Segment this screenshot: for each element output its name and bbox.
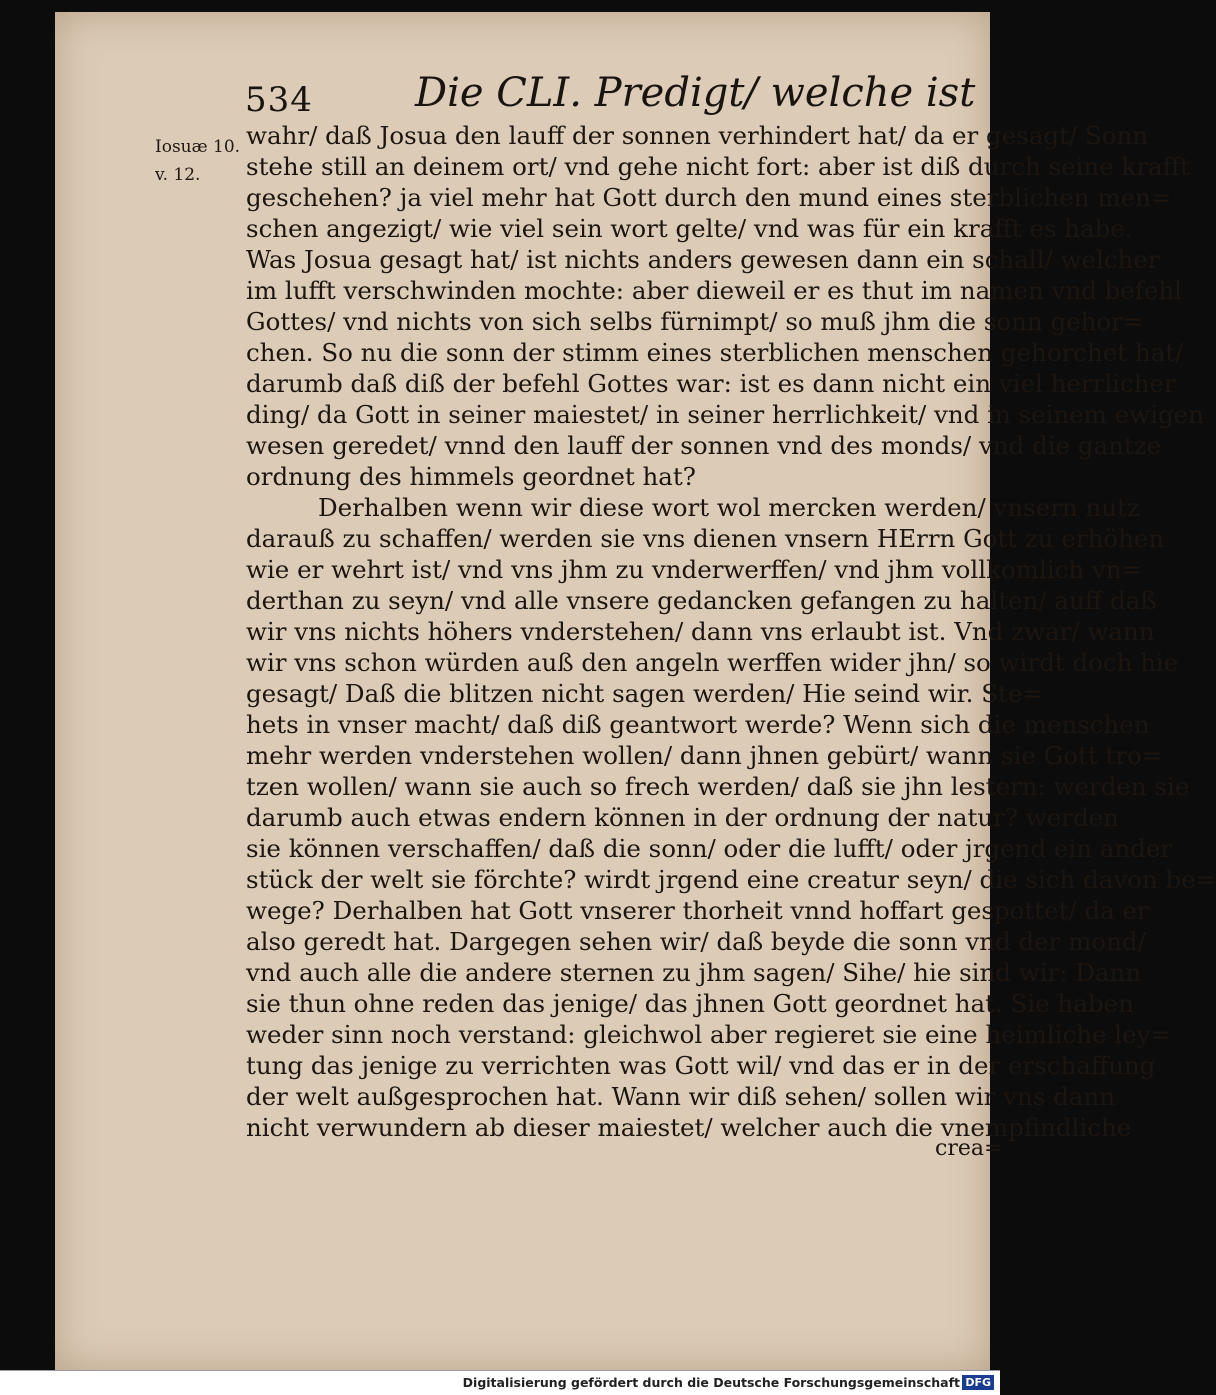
- footer-bar: [0, 1370, 1000, 1395]
- text-line: darauß zu schaffen/ werden sie vns dienen vnsern HErrn Gott zu erhöhen: [246, 524, 1165, 553]
- text-line: stehe still an deinem ort/ vnd gehe nicht fort: aber ist diß durch seine krafft: [246, 152, 1190, 181]
- page-number: 534: [245, 80, 313, 120]
- text-line: tzen wollen/ wann sie auch so frech werden/ daß sie jhn lestern: werden sie: [246, 772, 1190, 801]
- text-line: tung das jenige zu verrichten was Gott wil/ vnd das er in der erschaffung: [246, 1051, 1156, 1080]
- text-line: im lufft verschwinden mochte: aber dieweil er es thut im namen vnd befehl: [246, 276, 1182, 305]
- body-text: [246, 120, 1216, 1143]
- text-line: gesagt/ Daß die blitzen nicht sagen werden/ Hie seind wir. Ste=: [246, 679, 1043, 708]
- running-head: Die CLI. Predigt/ welche ist: [415, 70, 976, 116]
- text-line: sie thun ohne reden das jenige/ das jhnen Gott geordnet hat. Sie haben: [246, 989, 1134, 1018]
- text-line: schen angezigt/ wie viel sein wort gelte/ vnd was für ein krafft es habe.: [246, 214, 1133, 243]
- funding-credit: Digitalisierung gefördert durch die Deutsche Forschungsgemeinschaft: [462, 1375, 960, 1390]
- text-line: mehr werden vnderstehen wollen/ dann jhnen gebürt/ wann sie Gott tro=: [246, 741, 1163, 770]
- text-line: wege? Derhalben hat Gott vnserer thorheit vnnd hoffart gespottet/ da er: [246, 896, 1149, 925]
- text-line: wahr/ daß Josua den lauff der sonnen verhindert hat/ da er gesagt/ Sonn: [246, 121, 1149, 150]
- book-page: [55, 12, 1216, 1370]
- text-line: sie können verschaffen/ daß die sonn/ oder die lufft/ oder jrgend ein ander: [246, 834, 1173, 863]
- text-line: Derhalben wenn wir diese wort wol mercken werden/ vnsern nutz: [318, 493, 1140, 522]
- text-line: wir vns nichts höhers vnderstehen/ dann vns erlaubt ist. Vnd zwar/ wann: [246, 617, 1155, 646]
- text-line: ordnung des himmels geordnet hat?: [246, 462, 696, 491]
- text-line: weder sinn noch verstand: gleichwol aber regieret sie eine heimliche ley=: [246, 1020, 1171, 1049]
- catchword: crea=: [935, 1136, 1003, 1161]
- text-line: darumb auch etwas endern können in der ordnung der natur? werden: [246, 803, 1119, 832]
- text-line: derthan zu seyn/ vnd alle vnsere gedancken gefangen zu halten/ auff daß: [246, 586, 1157, 615]
- text-line: chen. So nu die sonn der stimm eines sterblichen menschen gehorchet hat/: [246, 338, 1184, 367]
- text-line: wie er wehrt ist/ vnd vns jhm zu vnderwerffen/ vnd jhm vollkomlich vn=: [246, 555, 1143, 584]
- text-line: der welt außgesprochen hat. Wann wir diß sehen/ sollen wir vns dann: [246, 1082, 1115, 1111]
- text-line: hets in vnser macht/ daß diß geantwort werde? Wenn sich die menschen: [246, 710, 1150, 739]
- text-line: vnd auch alle die andere sternen zu jhm sagen/ Sihe/ hie sind wir: Dann: [246, 958, 1142, 987]
- text-line: also geredt hat. Dargegen sehen wir/ daß beyde die sonn vnd der mond/: [246, 927, 1146, 956]
- text-line: wir vns schon würden auß den angeln werffen wider jhn/ so wirdt doch hie: [246, 648, 1179, 677]
- text-line: nicht verwundern ab dieser maiestet/ welcher auch die vnempfindliche: [246, 1113, 1132, 1142]
- margin-note: Iosuæ 10. v. 12.: [155, 137, 241, 185]
- text-line: stück der welt sie förchte? wirdt jrgend eine creatur seyn/ die sich davon be=: [246, 865, 1216, 894]
- text-line: Was Josua gesagt hat/ ist nichts anders gewesen dann ein schall/ welcher: [246, 245, 1160, 274]
- text-line: wesen geredet/ vnnd den lauff der sonnen vnd des monds/ vnd die gantze: [246, 431, 1162, 460]
- dfg-logo: DFG: [962, 1375, 994, 1390]
- text-line: Gottes/ vnd nichts von sich selbs fürnimpt/ so muß jhm die sonn gehor=: [246, 307, 1144, 336]
- text-line: darumb daß diß der befehl Gottes war: ist es dann nicht ein viel herrlicher: [246, 369, 1176, 398]
- text-line: geschehen? ja viel mehr hat Gott durch den mund eines sterblichen men=: [246, 183, 1172, 212]
- text-line: ding/ da Gott in seiner maiestet/ in seiner herrlichkeit/ vnd in seinem ewigen: [246, 400, 1204, 429]
